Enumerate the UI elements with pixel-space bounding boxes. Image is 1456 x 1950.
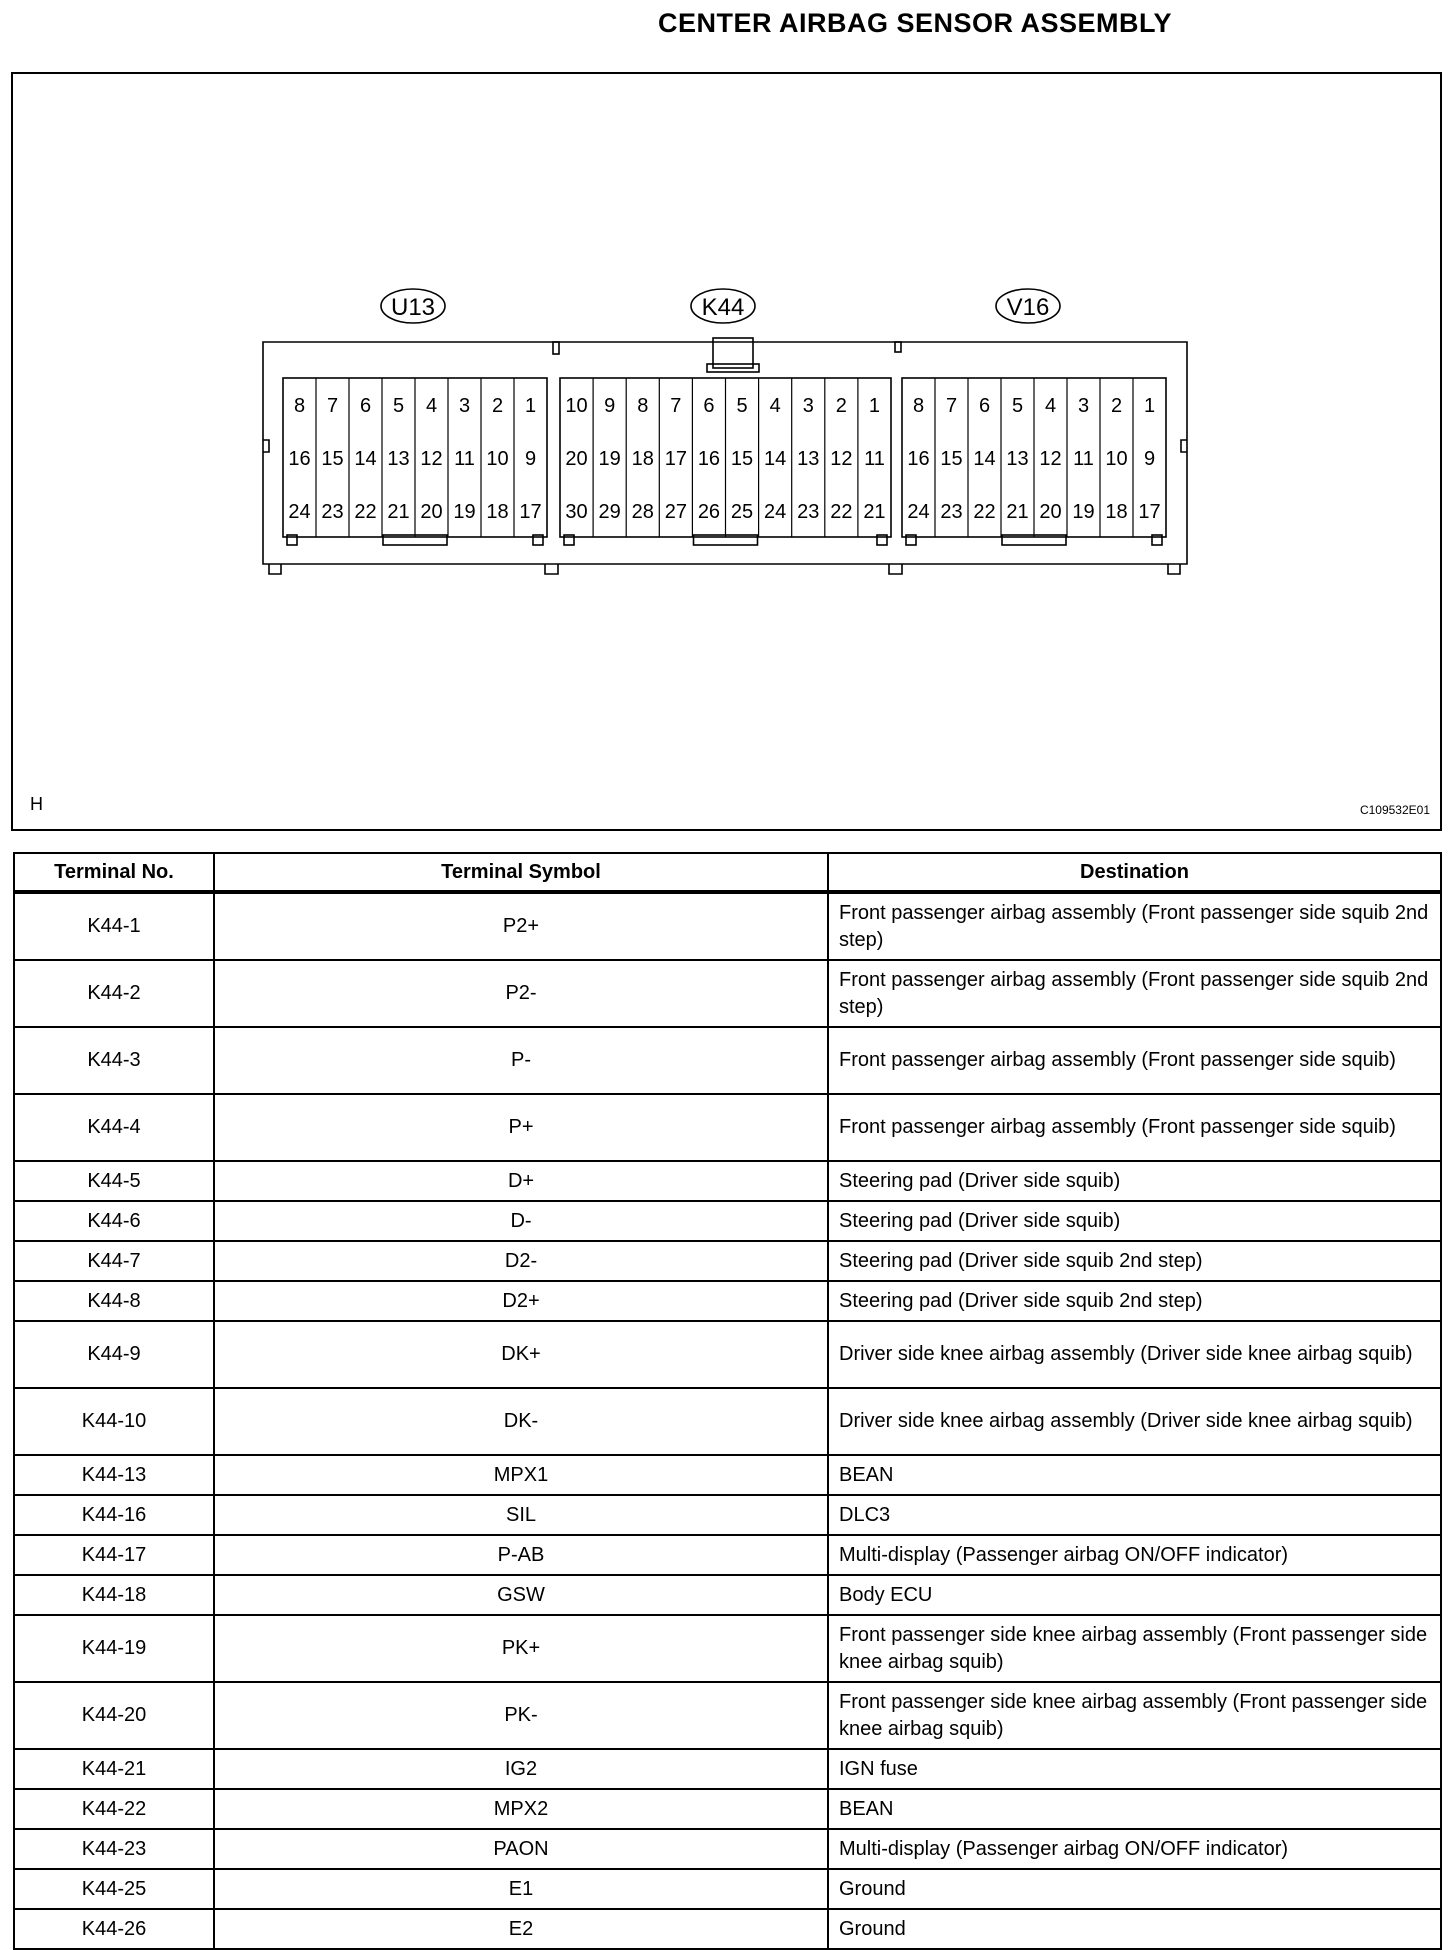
- page-title-text: CENTER AIRBAG SENSOR ASSEMBLY: [657, 8, 1173, 38]
- destination-cell: Driver side knee airbag assembly (Driver side knee airbag squib): [828, 1321, 1441, 1388]
- terminal-symbol-cell: P2-: [214, 960, 828, 1027]
- terminal-number: 23: [797, 501, 820, 523]
- terminal-no-cell: K44-6: [14, 1201, 214, 1241]
- terminal-number: 19: [598, 448, 621, 470]
- destination-cell: Steering pad (Driver side squib 2nd step): [828, 1281, 1441, 1321]
- table-row: [14, 1388, 1441, 1455]
- terminal-number: 9: [524, 448, 537, 470]
- table-row: [14, 1161, 1441, 1201]
- terminal-number: 14: [973, 448, 996, 470]
- top-notch-left: [553, 342, 559, 354]
- destination-cell: Multi-display (Passenger airbag ON/OFF indicator): [828, 1535, 1441, 1575]
- terminal-number: 22: [354, 501, 377, 523]
- terminal-number: 16: [288, 448, 311, 470]
- destination-cell: Steering pad (Driver side squib 2nd step): [828, 1241, 1441, 1281]
- table-row: [14, 1455, 1441, 1495]
- terminal-number: 13: [1006, 448, 1029, 470]
- destination-cell: Driver side knee airbag assembly (Driver side knee airbag squib): [828, 1388, 1441, 1455]
- terminal-no-cell: K44-23: [14, 1829, 214, 1869]
- terminal-number: 3: [1077, 395, 1090, 417]
- terminal-no-cell: K44-10: [14, 1388, 214, 1455]
- terminal-symbol-cell: IG2: [214, 1749, 828, 1789]
- terminal-symbol-cell: D2-: [214, 1241, 828, 1281]
- terminal-no-cell: K44-2: [14, 960, 214, 1027]
- destination-cell: BEAN: [828, 1455, 1441, 1495]
- terminal-symbol-cell: PK-: [214, 1682, 828, 1749]
- terminal-number: 15: [321, 448, 344, 470]
- table-row: [14, 1682, 1441, 1749]
- table-row: [14, 1281, 1441, 1321]
- housing-feet-mid: [545, 564, 902, 574]
- terminal-no-cell: K44-4: [14, 1094, 214, 1161]
- terminal-number: 11: [864, 448, 885, 470]
- terminal-symbol-cell: D+: [214, 1161, 828, 1201]
- table-row: [14, 1241, 1441, 1281]
- terminal-symbol-cell: P+: [214, 1094, 828, 1161]
- terminal-number: 10: [1105, 448, 1128, 470]
- terminal-symbol-cell: P2+: [214, 892, 828, 960]
- terminal-symbol-cell: GSW: [214, 1575, 828, 1615]
- terminal-number: 5: [1011, 395, 1024, 417]
- terminal-symbol-cell: PAON: [214, 1829, 828, 1869]
- terminal-number: 22: [973, 501, 996, 523]
- destination-cell: IGN fuse: [828, 1749, 1441, 1789]
- table-body: [14, 892, 1441, 1949]
- terminal-number: 16: [697, 448, 721, 470]
- terminal-number: 26: [697, 501, 721, 523]
- header-terminal-symbol: Terminal Symbol: [214, 853, 828, 892]
- destination-cell: Front passenger airbag assembly (Front passenger side squib): [828, 1027, 1441, 1094]
- terminal-number: 3: [458, 395, 471, 417]
- table-row: [14, 1535, 1441, 1575]
- terminal-number: 25: [730, 501, 754, 523]
- header-destination: Destination: [828, 853, 1441, 892]
- destination-cell: Body ECU: [828, 1575, 1441, 1615]
- terminal-number: 15: [940, 448, 963, 470]
- destination-cell: BEAN: [828, 1789, 1441, 1829]
- terminal-symbol-cell: P-: [214, 1027, 828, 1094]
- terminal-number: 11: [1073, 448, 1094, 470]
- page-title: [0, 8, 1456, 48]
- terminal-table: [13, 852, 1442, 1950]
- terminal-number: 3: [802, 395, 814, 417]
- terminal-number: 19: [1072, 501, 1095, 523]
- destination-cell: Ground: [828, 1909, 1441, 1949]
- terminal-symbol-cell: PK+: [214, 1615, 828, 1682]
- terminal-number: 12: [1039, 448, 1062, 470]
- destination-cell: Steering pad (Driver side squib): [828, 1201, 1441, 1241]
- table-row: [14, 1321, 1441, 1388]
- table-header-row: [14, 853, 1441, 892]
- terminal-number: 7: [945, 395, 958, 417]
- destination-cell: Multi-display (Passenger airbag ON/OFF indicator): [828, 1829, 1441, 1869]
- terminal-number: 5: [736, 395, 748, 417]
- terminal-symbol-cell: P-AB: [214, 1535, 828, 1575]
- terminal-symbol-cell: MPX1: [214, 1455, 828, 1495]
- terminal-no-cell: K44-22: [14, 1789, 214, 1829]
- terminal-number: 24: [764, 501, 787, 523]
- destination-cell: Front passenger airbag assembly (Front passenger side squib 2nd step): [828, 960, 1441, 1027]
- table-row: [14, 1909, 1441, 1949]
- destination-cell: Front passenger side knee airbag assembly (Front passenger side knee airbag squib): [828, 1682, 1441, 1749]
- terminal-no-cell: K44-25: [14, 1869, 214, 1909]
- terminal-symbol-cell: D2+: [214, 1281, 828, 1321]
- terminal-number: 14: [354, 448, 377, 470]
- terminal-number: 8: [912, 395, 925, 417]
- destination-cell: Front passenger airbag assembly (Front passenger side squib): [828, 1094, 1441, 1161]
- terminal-number: 20: [420, 501, 443, 523]
- terminal-number: 2: [1110, 395, 1123, 417]
- figure-code: C109532E01: [1359, 803, 1430, 817]
- terminal-number: 8: [293, 395, 306, 417]
- terminal-no-cell: K44-26: [14, 1909, 214, 1949]
- terminal-number: 18: [631, 448, 654, 470]
- terminal-number: 7: [670, 395, 682, 417]
- terminal-number: 30: [565, 501, 588, 523]
- terminal-symbol-cell: MPX2: [214, 1789, 828, 1829]
- terminal-number: 23: [321, 501, 344, 523]
- terminal-number: 21: [1006, 501, 1029, 523]
- table-row: [14, 1789, 1441, 1829]
- terminal-symbol-cell: DK+: [214, 1321, 828, 1388]
- terminal-number: 9: [1143, 448, 1156, 470]
- terminal-number: 20: [565, 448, 588, 470]
- figure-corner-letter: H: [30, 794, 43, 814]
- terminal-number: 10: [486, 448, 509, 470]
- table-row: [14, 1201, 1441, 1241]
- table-row: [14, 1869, 1441, 1909]
- terminal-no-cell: K44-3: [14, 1027, 214, 1094]
- table-row: [14, 1749, 1441, 1789]
- terminal-no-cell: K44-13: [14, 1455, 214, 1495]
- terminal-no-cell: K44-5: [14, 1161, 214, 1201]
- terminal-number: 6: [359, 395, 372, 417]
- terminal-symbol-cell: E1: [214, 1869, 828, 1909]
- header-terminal-no: Terminal No.: [14, 853, 214, 892]
- table-row: [14, 1094, 1441, 1161]
- terminal-number: 4: [1044, 395, 1057, 417]
- destination-cell: Steering pad (Driver side squib): [828, 1161, 1441, 1201]
- terminal-no-cell: K44-7: [14, 1241, 214, 1281]
- terminal-number: 17: [519, 501, 542, 523]
- terminal-number: 21: [387, 501, 410, 523]
- terminal-number: 11: [454, 448, 475, 470]
- terminal-number: 17: [1138, 501, 1161, 523]
- terminal-symbol-cell: D-: [214, 1201, 828, 1241]
- connector-label: K44: [701, 294, 745, 321]
- terminal-number: 15: [730, 448, 754, 470]
- terminal-no-cell: K44-9: [14, 1321, 214, 1388]
- terminal-number: 29: [598, 501, 621, 523]
- terminal-number: 21: [863, 501, 886, 523]
- terminal-number: 6: [978, 395, 991, 417]
- terminal-number: 14: [764, 448, 787, 470]
- terminal-no-cell: K44-16: [14, 1495, 214, 1535]
- terminal-number: 9: [604, 395, 616, 417]
- terminal-no-cell: K44-17: [14, 1535, 214, 1575]
- terminal-no-cell: K44-8: [14, 1281, 214, 1321]
- terminal-number: 16: [907, 448, 930, 470]
- terminal-no-cell: K44-18: [14, 1575, 214, 1615]
- terminal-number: 8: [637, 395, 649, 417]
- terminal-number: 28: [631, 501, 654, 523]
- terminal-number: 24: [907, 501, 930, 523]
- terminal-number: 18: [1105, 501, 1128, 523]
- terminal-number: 6: [703, 395, 715, 417]
- terminal-symbol-cell: SIL: [214, 1495, 828, 1535]
- terminal-number: 7: [326, 395, 339, 417]
- terminal-no-cell: K44-1: [14, 892, 214, 960]
- destination-cell: DLC3: [828, 1495, 1441, 1535]
- table-row: [14, 1495, 1441, 1535]
- terminal-number: 1: [1143, 395, 1156, 417]
- connector-diagram: [13, 74, 1440, 829]
- terminal-number: 17: [664, 448, 687, 470]
- connector-label: U13: [390, 294, 436, 321]
- terminal-number: 5: [392, 395, 405, 417]
- terminal-number: 12: [420, 448, 443, 470]
- terminal-no-cell: K44-19: [14, 1615, 214, 1682]
- destination-cell: Front passenger airbag assembly (Front passenger side squib 2nd step): [828, 892, 1441, 960]
- housing-feet: [269, 564, 1180, 574]
- top-notch-right: [895, 342, 901, 352]
- terminal-number: 4: [769, 395, 781, 417]
- terminal-number: 1: [868, 395, 881, 417]
- terminal-number: 4: [425, 395, 438, 417]
- table-row: [14, 1027, 1441, 1094]
- table-row: [14, 960, 1441, 1027]
- terminal-number: 22: [830, 501, 853, 523]
- terminal-number: 23: [940, 501, 963, 523]
- terminal-number: 10: [565, 395, 588, 417]
- terminal-number: 24: [288, 501, 311, 523]
- terminal-symbol-cell: DK-: [214, 1388, 828, 1455]
- table-row: [14, 1575, 1441, 1615]
- terminal-number: 12: [830, 448, 853, 470]
- table-row: [14, 1615, 1441, 1682]
- terminal-number: 13: [387, 448, 410, 470]
- table-row: [14, 1829, 1441, 1869]
- table-row: [14, 892, 1441, 960]
- terminal-number: 18: [486, 501, 509, 523]
- terminal-number: 2: [491, 395, 504, 417]
- terminal-number: 27: [664, 501, 687, 523]
- terminal-no-cell: K44-21: [14, 1749, 214, 1789]
- terminal-no-cell: K44-20: [14, 1682, 214, 1749]
- destination-cell: Ground: [828, 1869, 1441, 1909]
- terminal-number: 2: [835, 395, 847, 417]
- destination-cell: Front passenger side knee airbag assembly (Front passenger side knee airbag squib): [828, 1615, 1441, 1682]
- terminal-number: 19: [453, 501, 476, 523]
- terminal-number: 1: [524, 395, 537, 417]
- terminal-number: 13: [797, 448, 820, 470]
- terminal-symbol-cell: E2: [214, 1909, 828, 1949]
- connector-figure: [11, 72, 1442, 831]
- connector-label: V16: [1006, 294, 1050, 321]
- terminal-number: 20: [1039, 501, 1062, 523]
